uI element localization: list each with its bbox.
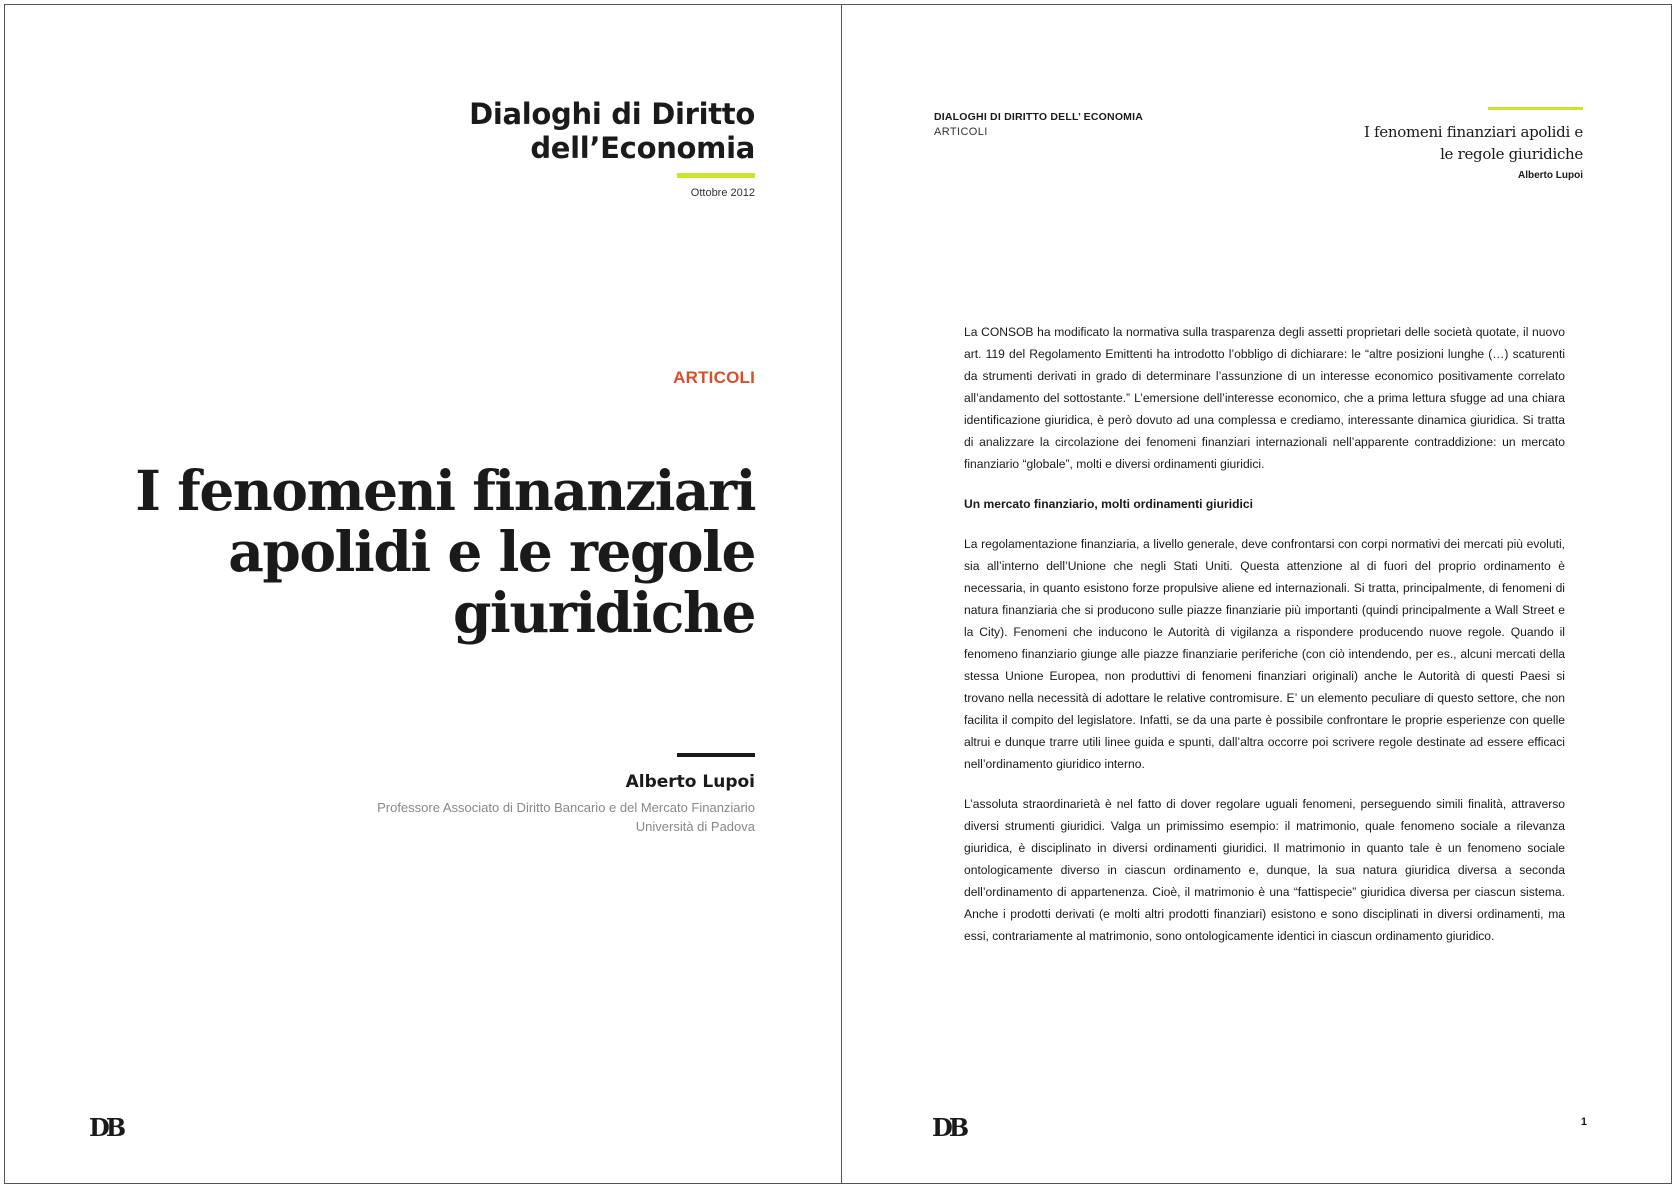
- db-logo: DB: [89, 1113, 123, 1142]
- author-divider: [677, 753, 755, 757]
- author-name: Alberto Lupoi: [625, 772, 755, 792]
- running-title-block: [1283, 97, 1583, 181]
- running-author: Alberto Lupoi: [1518, 170, 1583, 181]
- paragraph-1: La CONSOB ha modificato la normativa sulla trasparenza degli assetti proprietari delle società quotate, il nuovo art. 119 del Regolamento Emittenti ha introdotto l’obbligo di dichiarare: le “altre posizioni lunghe (…) scaturenti da strumenti derivati in grado di determinare l’assunzione di un interesse economico positivamente correlato all’andamento del sottostante.” L’emersione dell’interesse economico, che a prima lettura sfugge ad una chiara identificazione giuridica, è però dovuto ad una complessa e crediamo, interessante dinamica giuridica. Si tratta di analizzare la circolazione dei fenomeni finanziari internazionali nell’apparente contraddizione: un mercato finanziario “globale”, molti e diversi ordinamenti giuridici.: [964, 325, 1565, 471]
- paragraph-2: La regolamentazione finanziaria, a livello generale, deve confrontarsi con corpi normativi dei mercati più evoluti, sia all’interno dell’Unione che negli Stati Uniti. Questa attenzione al di fuori del proprio ordinamento è necessaria, in quanto esistono forze propulsive aliene ed internazionali. Si tratta, principalmente, di fenomeni di natura finanziaria che si producono sulle piazze finanziarie più importanti (quindi principalmente a Wall Street e la City). Fenomeni che inducono le Autorità di vigilanza a rispondere producendo nuove regole. Quando il fenomeno finanziario giunge alle piazze finanziarie periferiche (con ciò intendendo, per es., alcuni mercati della stessa Unione Europea, non produttivi di fenomeni finanziari originali) anche le Autorità di questi Paesi si trovano nella necessità di adottare le relative contromisure. E’ un elemento peculiare di questo settore, che non facilita il compito del legislatore. Infatti, se da una parte è possibile confrontare le proprie esperienze con quelle altrui e dunque trarre utili linee guida e spunti, dall’altra occorre poi scrivere regole destinate ad essere efficaci nell’ordinamento giuridico interno.: [964, 537, 1565, 771]
- article-title-line1: I fenomeni finanziari: [135, 458, 755, 523]
- author-block: [235, 744, 755, 836]
- running-journal: DIALOGHI DI DIRITTO DELL’ ECONOMIA: [934, 111, 1144, 123]
- running-section: ARTICOLI: [934, 126, 988, 138]
- article-title: [135, 460, 755, 643]
- author-role: [235, 798, 755, 836]
- article-page: [842, 5, 1671, 1183]
- category-label: ARTICOLI: [673, 368, 755, 387]
- journal-title-line1: Dialoghi di Diritto: [469, 97, 755, 131]
- running-title-line2: le regole giuridiche: [1440, 145, 1583, 163]
- running-head: [934, 111, 1143, 138]
- running-title-line1: I fenomeni finanziari apolidi e: [1363, 123, 1583, 141]
- author-affiliation: Università di Padova: [635, 819, 755, 834]
- section-subheading: Un mercato finanziario, molti ordinamenti giuridici: [964, 497, 1253, 511]
- running-title: [1283, 121, 1583, 165]
- running-accent-bar: [1488, 107, 1583, 110]
- db-logo: DB: [932, 1113, 966, 1142]
- page-number: 1: [1580, 1116, 1587, 1128]
- document-spread: [4, 4, 1672, 1184]
- journal-title: [355, 97, 755, 165]
- article-body: [964, 321, 1565, 965]
- author-position: Professore Associato di Diritto Bancario e del Mercato Finanziario: [377, 800, 755, 815]
- issue-date: Ottobre 2012: [690, 187, 755, 199]
- accent-bar: [677, 173, 755, 178]
- paragraph-3: L’assoluta straordinarietà è nel fatto di dover regolare uguali fenomeni, perseguendo simili finalità, attraverso diversi strumenti giuridici. Valga un primissimo esempio: il matrimonio, quale fenomeno sociale a rilevanza giuridica, è disciplinato in diversi ordinamenti giuridici. Il matrimonio in quanto tale è un fenomeno sociale ontologicamente diverso in ciascun ordinamento e, dunque, la sua natura giuridica diversa a seconda dell’ordinamento di appartenenza. Cioè, il matrimonio è una “fattispecie” giuridica diversa per ciascun sistema. Anche i prodotti derivati (e molti altri prodotti finanziari) esistono e sono disciplinati in diversi ordinamenti, ma essi, contrariamente al matrimonio, sono ontologicamente identici in ciascun ordinamento giuridico.: [964, 797, 1565, 943]
- article-title-line2: apolidi e le regole: [228, 519, 755, 584]
- article-title-line3: giuridiche: [452, 580, 755, 645]
- cover-page: [5, 5, 841, 1183]
- journal-title-line2: dell’Economia: [530, 131, 755, 165]
- journal-masthead: [355, 97, 755, 199]
